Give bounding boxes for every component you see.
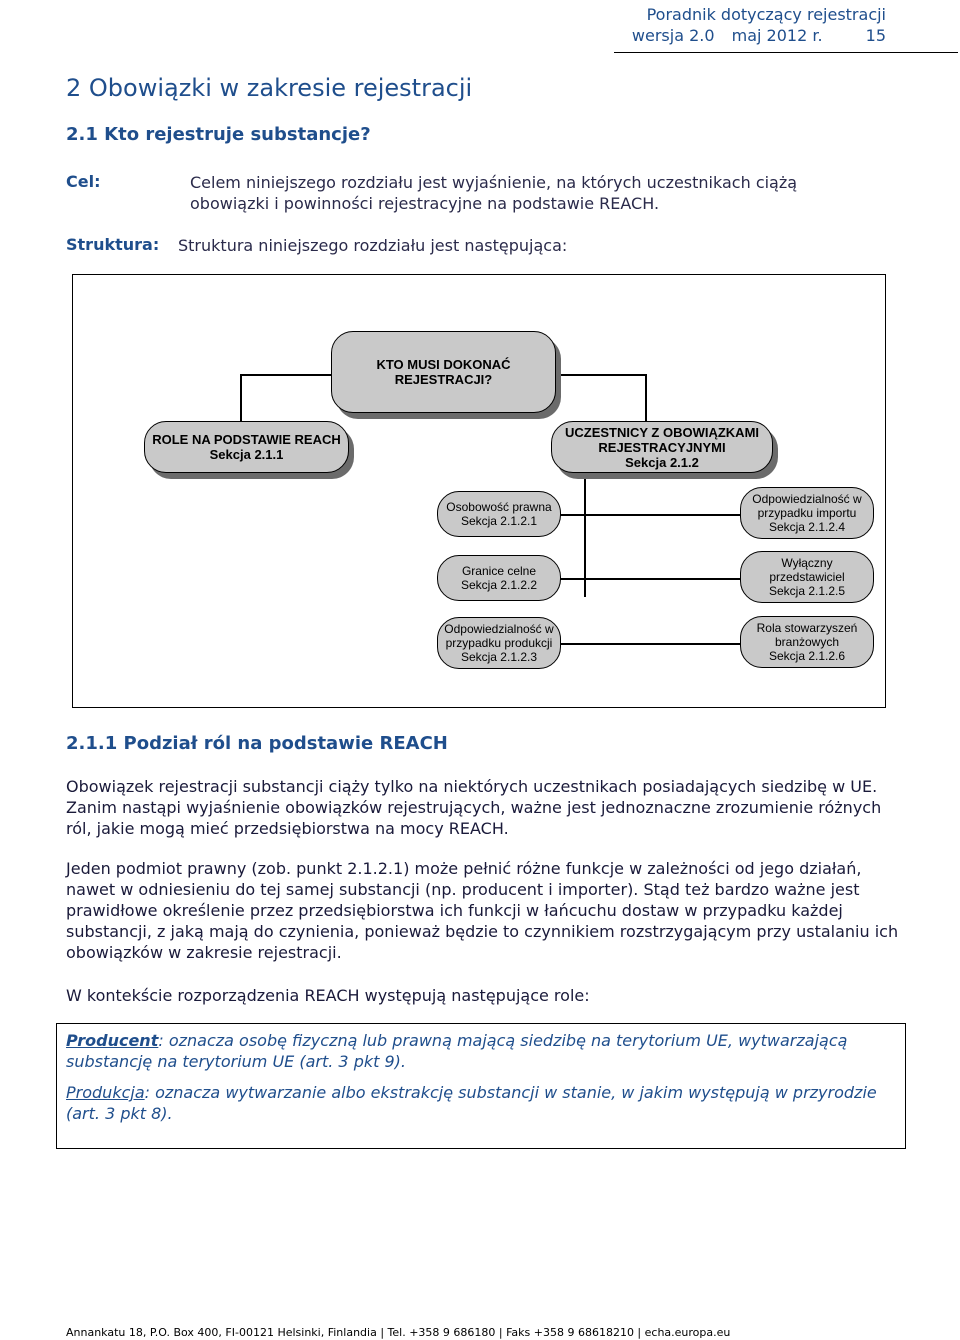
header-divider <box>614 52 958 53</box>
diagram-participants-node: UCZESTNICY Z OBOWIĄZKAMI REJESTRACYJNYMI Sekcja 2.1.2 <box>551 421 773 473</box>
goal-text-line2: obowiązki i powinności rejestracyjne na podstawie REACH. <box>190 194 660 213</box>
subsection-title: 2.1.1 Podział ról na podstawie REACH <box>66 733 448 754</box>
connector-root-left <box>240 374 332 376</box>
definition-producent <box>66 1030 886 1072</box>
diagram-item-legal-personality: Osobowość prawna Sekcja 2.1.2.1 <box>437 491 561 537</box>
diagram-roles-node: ROLE NA PODSTAWIE REACH Sekcja 2.1.1 <box>144 421 349 473</box>
guide-version: wersja 2.0 <box>631 26 715 45</box>
chapter-title: 2 Obowiązki w zakresie rejestracji <box>66 74 473 102</box>
definitions-box <box>56 1023 906 1149</box>
structure-text: Struktura niniejszego rozdziału jest następująca: <box>178 236 568 255</box>
page-header <box>632 4 886 46</box>
goal-text-line1: Celem niniejszego rozdziału jest wyjaśnienie, na których uczestnikach ciążą <box>190 173 798 192</box>
diagram-item-import-responsibility: Odpowiedzialność w przypadku importu Sekcja 2.1.2.4 <box>740 487 874 539</box>
guide-title: Poradnik dotyczący rejestracji <box>646 5 886 24</box>
paragraph-2: Jeden podmiot prawny (zob. punkt 2.1.2.1) może pełnić różne funkcje w zależności od jego działań, nawet w odniesieniu do tej samej substancji (np. producent i importer). Stąd też bardzo ważne jest prawidłowe określenie przez przedsiębiorstwa ich funkcji w łańcuchu dostaw w przypadku każdej substancji, z jaką mają do czynienia, ponieważ będzie to czynnikiem rozstrzygającym przy ustalaniu ich obowiązków w zakresie rejestracji. <box>66 859 899 962</box>
diagram-root-node: KTO MUSI DOKONAĆ REJESTRACJI? <box>331 331 556 413</box>
diagram-item-industry-associations: Rola stowarzyszeń branżowych Sekcja 2.1.2.6 <box>740 616 874 668</box>
connector-item-row1 <box>560 514 741 516</box>
definition-produkcja <box>66 1082 886 1124</box>
diagram-item-customs-borders: Granice celne Sekcja 2.1.2.2 <box>437 555 561 601</box>
goal-label: Cel: <box>66 172 101 191</box>
connector-root-right-down <box>645 374 647 421</box>
connector-root-left-down <box>240 374 242 421</box>
guide-date: maj 2012 r. <box>731 26 823 45</box>
page-number: 15 <box>865 26 886 45</box>
connector-item-row3 <box>560 643 741 645</box>
connector-root-right <box>555 374 647 376</box>
structure-label: Struktura: <box>66 235 160 254</box>
section-title: 2.1 Kto rejestruje substancje? <box>66 124 371 145</box>
paragraph-1: Obowiązek rejestracji substancji ciąży tylko na niektórych uczestnikach posiadających siedzibę w UE. Zanim nastąpi wyjaśnienie obowiązków rejestrujących, ważne jest jednoznaczne zrozumienie różnych ról, jakie mogą mieć przedsiębiorstwa na mocy REACH. <box>66 777 882 838</box>
connector-item-row2 <box>560 578 741 580</box>
definition-term: Producent <box>66 1031 159 1050</box>
diagram-item-only-representative: Wyłączny przedstawiciel Sekcja 2.1.2.5 <box>740 551 874 603</box>
diagram-item-production-responsibility: Odpowiedzialność w przypadku produkcji Sekcja 2.1.2.3 <box>437 617 561 669</box>
definition-text: : oznacza osobę fizyczną lub prawną mającą siedzibę na terytorium UE, wytwarzającą substancję na terytorium UE (art. 3 pkt 9). <box>66 1031 848 1071</box>
definition-term: Produkcja <box>66 1083 145 1102</box>
definition-text: : oznacza wytwarzanie albo ekstrakcję substancji w stanie, w jakim występują w przyrodzie (art. 3 pkt 8). <box>66 1083 877 1123</box>
paragraph-3: W kontekście rozporządzenia REACH występują następujące role: <box>66 986 590 1005</box>
structure-diagram <box>72 274 886 708</box>
page-footer: Annankatu 18, P.O. Box 400, FI-00121 Helsinki, Finlandia | Tel. +358 9 686180 | Faks +358 9 68618210 | echa.europa.eu <box>66 1326 731 1339</box>
